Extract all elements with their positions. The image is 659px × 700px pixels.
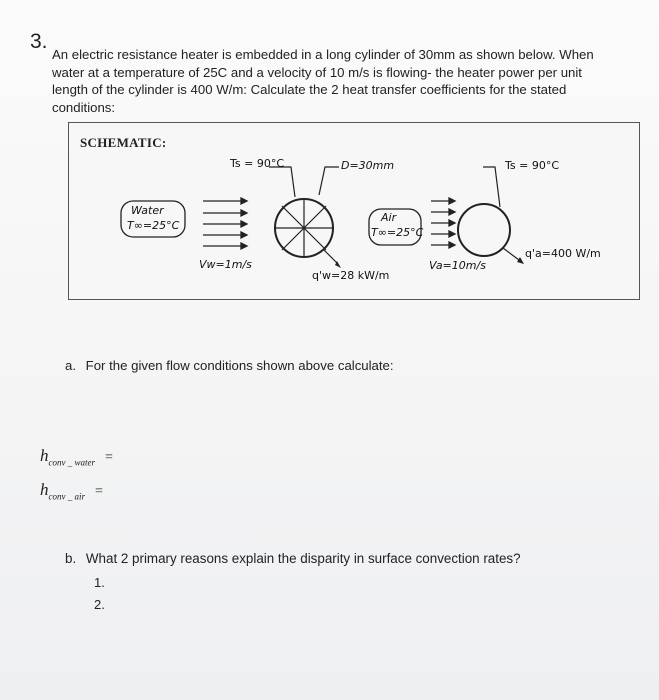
schematic-box bbox=[68, 122, 640, 300]
ts-right-label: Ts = 90°C bbox=[505, 159, 560, 172]
part-a-label: a. bbox=[65, 358, 76, 373]
part-a-prompt bbox=[65, 358, 394, 373]
question-line: length of the cylinder is 400 W/m: Calculate the 2 heat transfer coefficients for the stated bbox=[52, 82, 567, 97]
answer-item-2: 2. bbox=[94, 597, 105, 612]
part-b-prompt bbox=[65, 551, 521, 566]
equals-sign: = bbox=[105, 450, 113, 465]
equals-sign: = bbox=[95, 484, 103, 499]
water-velocity-label: Vw=1m/s bbox=[199, 258, 252, 271]
question-number: 3. bbox=[30, 30, 48, 53]
question-line: An electric resistance heater is embedded in a long cylinder of 30mm as shown below. When bbox=[52, 47, 594, 62]
h-conv-water-equation: $h_{conv \_ water}$ = bbox=[40, 446, 113, 468]
question-text bbox=[52, 46, 642, 116]
question-line: conditions: bbox=[52, 99, 116, 115]
air-label: Air bbox=[381, 211, 397, 224]
water-label: Water bbox=[131, 204, 164, 217]
part-b-text: What 2 primary reasons explain the disparity in surface convection rates? bbox=[85, 551, 521, 566]
air-velocity-label: Va=10m/s bbox=[429, 259, 486, 272]
faint-bleed-text bbox=[8, 314, 11, 328]
h-conv-air-equation: $h_{conv \_ air}$ = bbox=[40, 480, 103, 502]
schematic-title: SCHEMATIC: bbox=[80, 135, 167, 150]
answer-item-1: 1. bbox=[94, 575, 105, 590]
h-conv-water-subscript: conv _ water bbox=[48, 457, 95, 468]
part-b-label: b. bbox=[65, 551, 77, 566]
ts-left-label: Ts = 90°C bbox=[230, 157, 285, 170]
question-line: water at a temperature of 25C and a velocity of 10 m/s is flowing- the heater power per unit bbox=[52, 64, 582, 80]
air-temp-label: T∞=25°C bbox=[371, 226, 424, 239]
q-air-label: q'a=400 W/m bbox=[525, 247, 601, 260]
part-a-text: For the given flow conditions shown above calculate: bbox=[85, 358, 394, 373]
q-water-label: q'w=28 kW/m bbox=[312, 269, 390, 282]
h-conv-air-subscript: conv _ air bbox=[48, 491, 85, 502]
diameter-label: D=30mm bbox=[341, 159, 395, 172]
water-temp-label: T∞=25°C bbox=[127, 219, 180, 232]
